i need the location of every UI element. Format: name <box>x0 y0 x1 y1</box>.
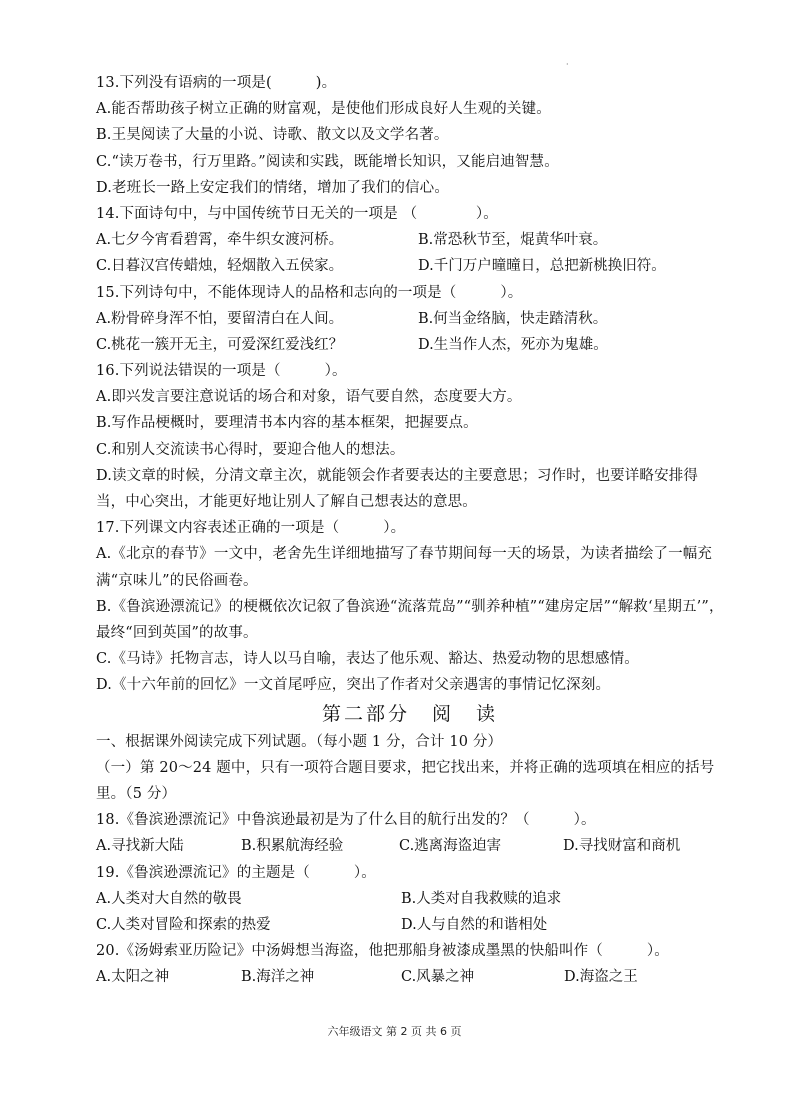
question-20-options <box>96 964 724 990</box>
question-14-option-a: A.七夕今宵看碧霄，牵牛织女渡河桥。 <box>96 232 344 249</box>
question-16-stem: 16.下列说法错误的一项是（ ）。 <box>96 363 347 380</box>
part-1-instructions: （一）第 20～24 题中，只有一项符合题目要求，把它找出来，并将正确的选项填在相应的括号里。（5 分） <box>96 759 715 802</box>
question-19-option-c: C.人类对冒险和探索的热爱 <box>96 916 271 933</box>
question-19-stem: 19.《鲁滨逊漂流记》的主题是（ ）。 <box>96 864 376 881</box>
question-18-options <box>96 833 724 859</box>
question-15-stem: 15.下列诗句中，不能体现诗人的品格和志向的一项是（ ）。 <box>96 284 523 301</box>
question-20-stem: 20.《汤姆索亚历险记》中汤姆想当海盗，他把那船身被漆成墨黑的快船叫作（ ）。 <box>96 943 669 960</box>
question-14-option-c: C.日暮汉宫传蜡烛，轻烟散入五侯家。 <box>96 258 344 275</box>
question-16-option-b: B.写作品梗概时，要理清书本内容的基本框架，把握要点。 <box>96 415 478 432</box>
question-15-option-d: D.生当作人杰，死亦为鬼雄。 <box>418 336 608 353</box>
question-19-row-2 <box>96 912 724 938</box>
question-13-option-b: B.王昊阅读了大量的小说、诗歌、散文以及文学名著。 <box>96 127 449 144</box>
question-13-option-c: C.“读万卷书，行万里路。”阅读和实践，既能增长知识，又能启迪智慧。 <box>96 153 559 170</box>
question-18-option-c: C.逃离海盗迫害 <box>399 838 502 855</box>
question-18-option-a: A.寻找新大陆 <box>96 838 184 855</box>
question-20-option-d: D.海盗之王 <box>564 969 638 986</box>
part-1-heading: 一、根据课外阅读完成下列试题。（每小题 1 分，合计 10 分） <box>96 733 503 750</box>
question-19-row-1 <box>96 886 724 912</box>
question-18-stem: 18.《鲁滨逊漂流记》中鲁滨逊最初是为了什么目的航行出发的？（ ）。 <box>96 812 596 829</box>
question-15-option-c: C.桃花一簇开无主，可爱深红爱浅红？ <box>96 336 344 353</box>
question-18-option-d: D.寻找财富和商机 <box>563 838 681 855</box>
question-16-option-a: A.即兴发言要注意说话的场合和对象，语气要自然，态度要大方。 <box>96 389 522 406</box>
question-17-option-d: D.《十六年前的回忆》一文首尾呼应，突出了作者对父亲遇害的事情记忆深刻。 <box>96 677 611 694</box>
exam-page <box>96 70 724 991</box>
question-20-option-c: C.风暴之神 <box>401 969 475 986</box>
question-15-option-b: B.何当金络脑，快走踏清秋。 <box>418 310 608 327</box>
question-15-row-1 <box>96 306 724 332</box>
question-14-option-b: B.常恐秋节至，焜黄华叶衰。 <box>418 232 608 249</box>
question-16-option-d: D.读文章的时候，分清文章主次，就能领会作者要表达的主要意思；习作时，也要详略安排得当，中心突出，才能更好地让别人了解自己想表达的意思。 <box>96 467 699 511</box>
question-20-option-b: B.海洋之神 <box>241 969 315 986</box>
question-13-option-d: D.老班长一路上安定我们的情绪，增加了我们的信心。 <box>96 179 449 196</box>
question-15-option-a: A.粉骨碎身浑不怕，要留清白在人间。 <box>96 310 344 327</box>
question-17-option-c: C.《马诗》托物言志，诗人以马自喻，表达了他乐观、豁达、热爱动物的思想感情。 <box>96 651 639 668</box>
question-19-option-b: B.人类对自我救赎的追求 <box>401 890 562 907</box>
question-14-row-2 <box>96 253 724 279</box>
question-17-option-b: B.《鲁滨逊漂流记》的梗概依次记叙了鲁滨逊“流落荒岛”“驯养种植”“建房定居”“解救‘星期五’”，最终“回到英国”的故事。 <box>96 598 724 642</box>
question-19-option-d: D.人与自然的和谐相处 <box>401 916 548 933</box>
question-13-option-a: A.能否帮助孩子树立正确的财富观，是使他们形成良好人生观的关键。 <box>96 101 551 118</box>
question-14-row-1 <box>96 227 724 253</box>
question-14-stem: 14.下面诗句中，与中国传统节日无关的一项是 （ ）。 <box>96 205 498 222</box>
page-footer: 六年级语文 第 2 页 共 6 页 <box>327 1025 462 1038</box>
question-17-stem: 17.下列课文内容表述正确的一项是（ ）。 <box>96 520 406 537</box>
question-13-stem: 13.下列没有语病的一项是( )。 <box>96 75 337 91</box>
question-16-option-c: C.和别人交流读书心得时，要迎合他人的想法。 <box>96 441 405 458</box>
question-17-option-a: A.《北京的春节》一文中，老舍先生详细地描写了春节期间每一天的场景，为读者描绘了一幅充满“京味儿”的民俗画卷。 <box>96 546 713 589</box>
question-19-option-a: A.人类对大自然的敬畏 <box>96 890 242 907</box>
question-14-option-d: D.千门万户曈曈日，总把新桃换旧符。 <box>418 258 666 275</box>
section-title: 第二部分 阅 读 <box>321 702 498 725</box>
page-mark: · <box>566 60 569 69</box>
question-18-option-b: B.积累航海经验 <box>241 838 344 855</box>
question-15-row-2 <box>96 332 724 358</box>
question-20-option-a: A.太阳之神 <box>96 969 170 986</box>
